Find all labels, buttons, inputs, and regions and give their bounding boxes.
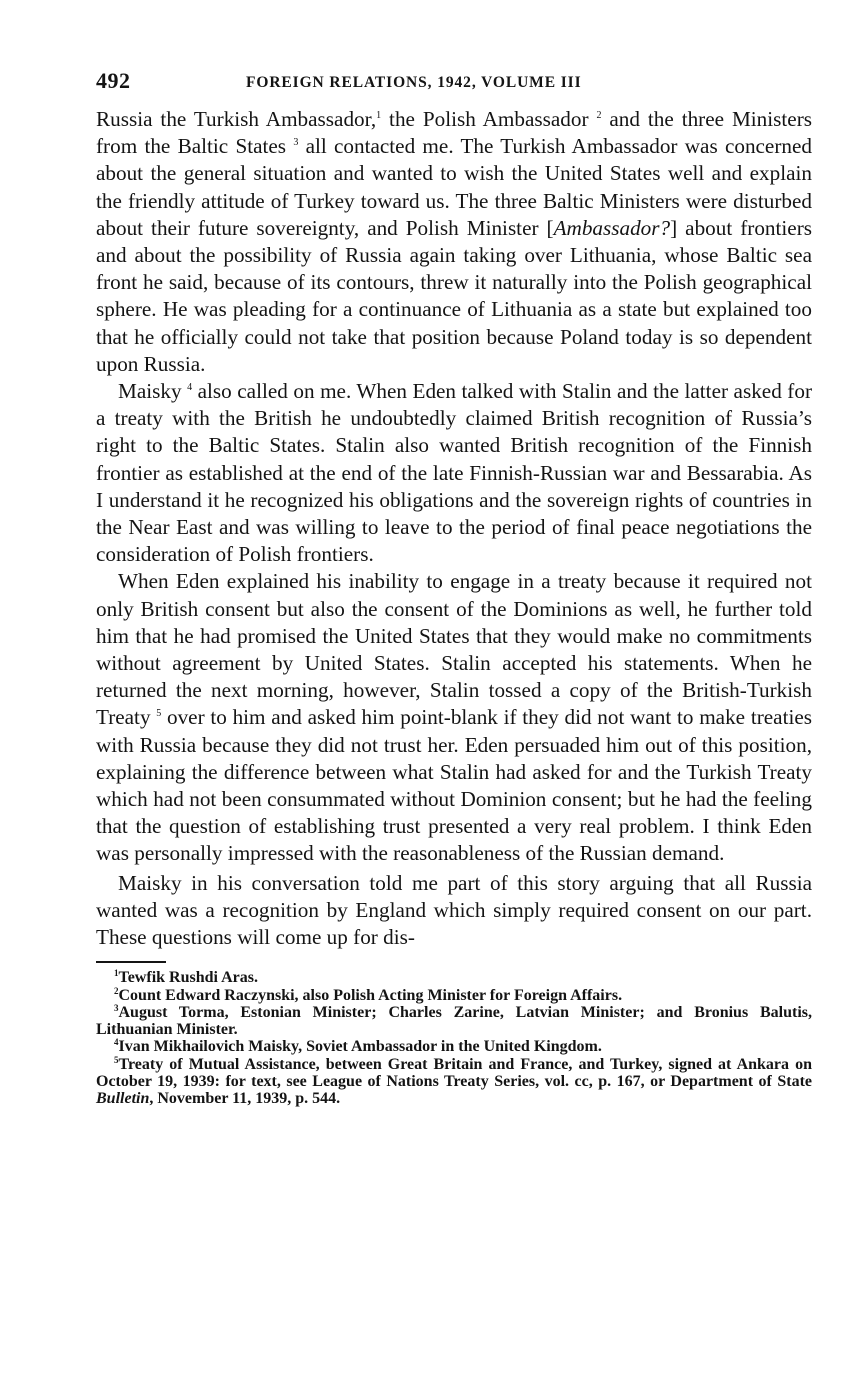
paragraph-4: Maisky in his conversation told me part of this story arguing that all Russia wanted was a recognition by England which simply required consent on our part. These questions will come up for dis- [96, 870, 812, 950]
body-text [96, 106, 812, 951]
footnote-ref-1: 1 [376, 110, 382, 121]
editorial-insertion: Ambassador? [553, 215, 671, 240]
footnote-ref-3: 3 [293, 137, 299, 149]
paragraph-1: Russia the Turkish Ambassador,$^1$ the Polish Ambassador $^2$ and the three Ministers from the Baltic States $^3$ all contacted me. The Turkish Ambassador was concerned about the general situation and wanted to wish the United States well and explain the friendly attitude of Turkey toward us. The three Baltic Ministers were disturbed about their future sovereignty, and Polish Minister [Ambassador?] about frontiers and about the possibility of Russia again taking over Lithuania, whose Baltic sea front he said, because of its contours, threw it naturally into the Polish geographical sphere. He was pleading for a continuance of Lithuania as a state but explained too that he officially could not take that position because Poland today is so dependent upon Russia. [96, 107, 812, 376]
paragraph-2: Maisky $^4$ also called on me. When Eden talked with Stalin and the latter asked for a treaty with the British he undoubtedly claimed British recognition of Russia’s right to the Baltic States. Stalin also wanted British recognition of the Finnish frontier as established at the end of the late Finnish-Russian war and Bessarabia. As I understand it he recognized his obligations and the sovereign rights of countries in the Near East and was willing to leave to the period of final peace negotiations the consideration of Polish frontiers. [96, 379, 813, 567]
footnote-ref-5: 5 [156, 708, 162, 720]
footnote-1: $^1$Tewfik Rushdi Aras. [114, 968, 258, 987]
document-page [96, 68, 812, 1108]
running-title: FOREIGN RELATIONS, 1942, VOLUME III [246, 74, 582, 91]
paragraph-3: When Eden explained his inability to engage in a treaty because it required not only British consent but also the consent of the Dominions as well, he further told him that he had promised the United States that they would make no commitments without agreement by United States. Stalin accepted his statements. When he returned the next morning, however, Stalin tossed a copy of the British-Turkish Treaty $^5$ over to him and asked him point-blank if they did not want to make treaties with Russia because they did not trust her. Eden persuaded him out of this position, explaining the difference between what Stalin had asked for and the Turkish Treaty which had not been consummated without Dominion consent; but he had the feeling that the question of establishing trust presented a very real problem. I think Eden was personally impressed with the reasonableness of the Russian demand. [96, 569, 812, 866]
footnote-4: $^4$Ivan Mikhailovich Maisky, Soviet Ambassador in the United Kingdom. [114, 1037, 602, 1056]
running-head [96, 68, 812, 98]
footnote-ref-2: 2 [596, 110, 602, 121]
footnote-ref-4: 4 [187, 382, 193, 394]
footnote-3: $^3$August Torma, Estonian Minister; Charles Zarine, Latvian Minister; and Bronius Balutis, Lithuanian Minister. [96, 1002, 812, 1039]
footnote-2: $^2$Count Edward Raczynski, also Polish Acting Minister for Foreign Affairs. [114, 985, 623, 1004]
footnote-divider [96, 961, 166, 963]
footnotes [96, 969, 812, 1107]
page-number: 492 [96, 68, 131, 93]
footnote-5: $^5$Treaty of Mutual Assistance, between Great Britain and France, and Turkey, signed at Ankara on October 19, 1939: for text, see League of Nations Treaty Series, vol. cc, p. 167, or Department of State Bulletin, November 11, 1939, p. 544. [96, 1054, 812, 1108]
